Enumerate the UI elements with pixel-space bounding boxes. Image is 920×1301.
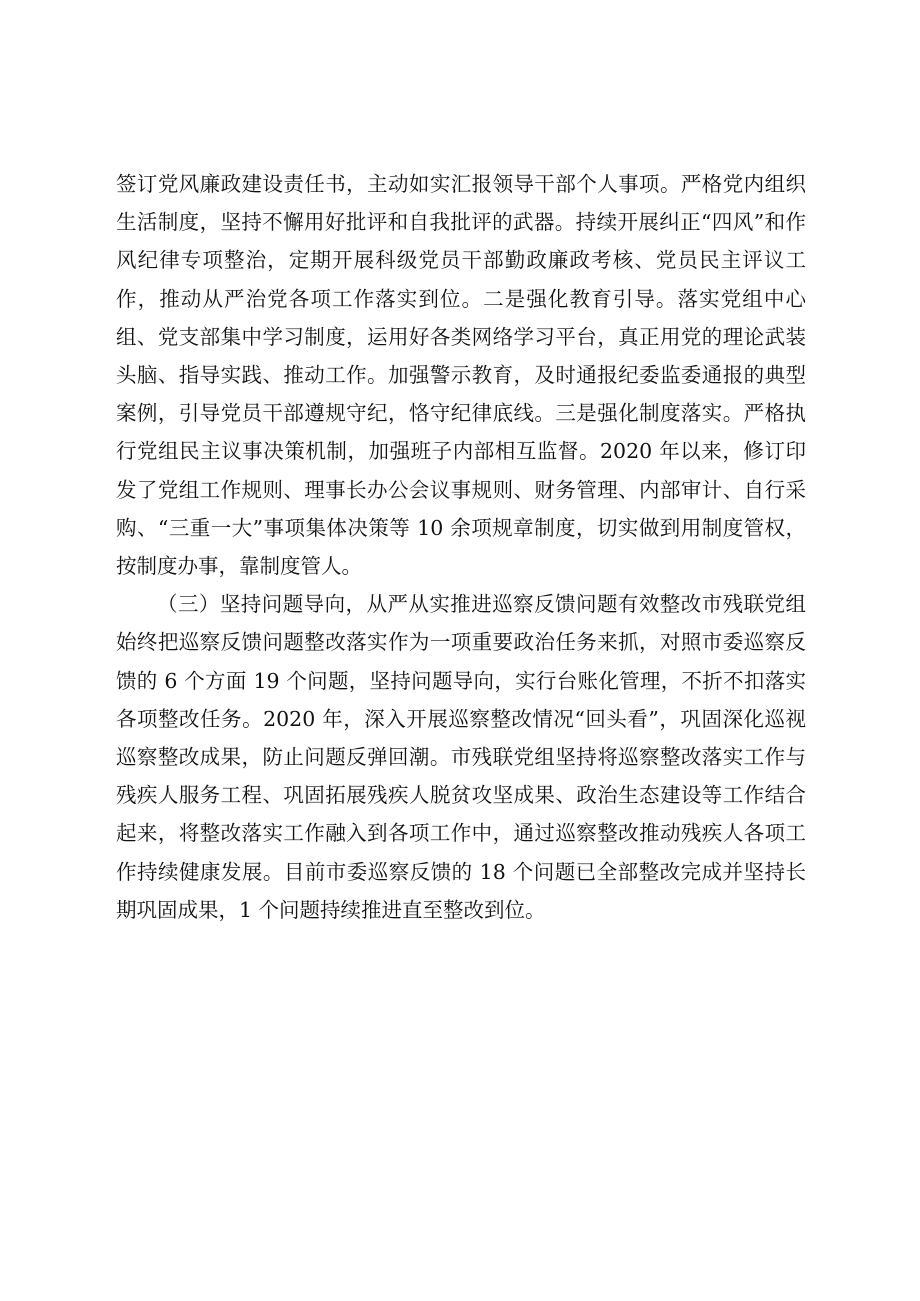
body-paragraph-continuation: 签订党风廉政建设责任书，主动如实汇报领导干部个人事项。严格党内组织生活制度，坚持不懈用好批评和自我批评的武器。持续开展纠正“四风”和作风纪律专项整治，定期开展科级党员干部勤政廉政考核、党员民主评议工作，推动从严治党各项工作落实到位。二是强化教育引导。落实党组中心组、党支部集中学习制度，运用好各类网络学习平台，真正用党的理论武装头脑、指导实践、推动工作。加强警示教育，及时通报纪委监委通报的典型案例，引导党员干部遵规守纪，恪守纪律底线。三是强化制度落实。严格执行党组民主议事决策机制，加强班子内部相互监督。2020 年以来，修订印发了党组工作规则、理事长办公会议事规则、财务管理、内部审计、自行采购、“三重一大”事项集体决策等 10 余项规章制度，切实做到用制度管权，按制度办事，靠制度管人。 [116,172,806,579]
document-body [116,165,806,929]
body-paragraph-section-three: （三）坚持问题导向，从严从实推进巡察反馈问题有效整改市残联党组始终把巡察反馈问题整改落实作为一项重要政治任务来抓，对照市委巡察反馈的 6 个方面 19 个问题，坚持问题导向，实行台账化管理，不折不扣落实各项整改任务。2020 年，深入开展巡察整改情况“回头看”，巩固深化巡视巡察整改成果，防止问题反弹回潮。市残联党组坚持将巡察整改落实工作与残疾人服务工程、巩固拓展残疾人脱贫攻坚成果、政治生态建设等工作结合起来，将整改落实工作融入到各项工作中，通过巡察整改推动残疾人各项工作持续健康发展。目前市委巡察反馈的 18 个问题已全部整改完成并坚持长期巩固成果，1 个问题持续推进直至整改到位。 [116,592,806,922]
